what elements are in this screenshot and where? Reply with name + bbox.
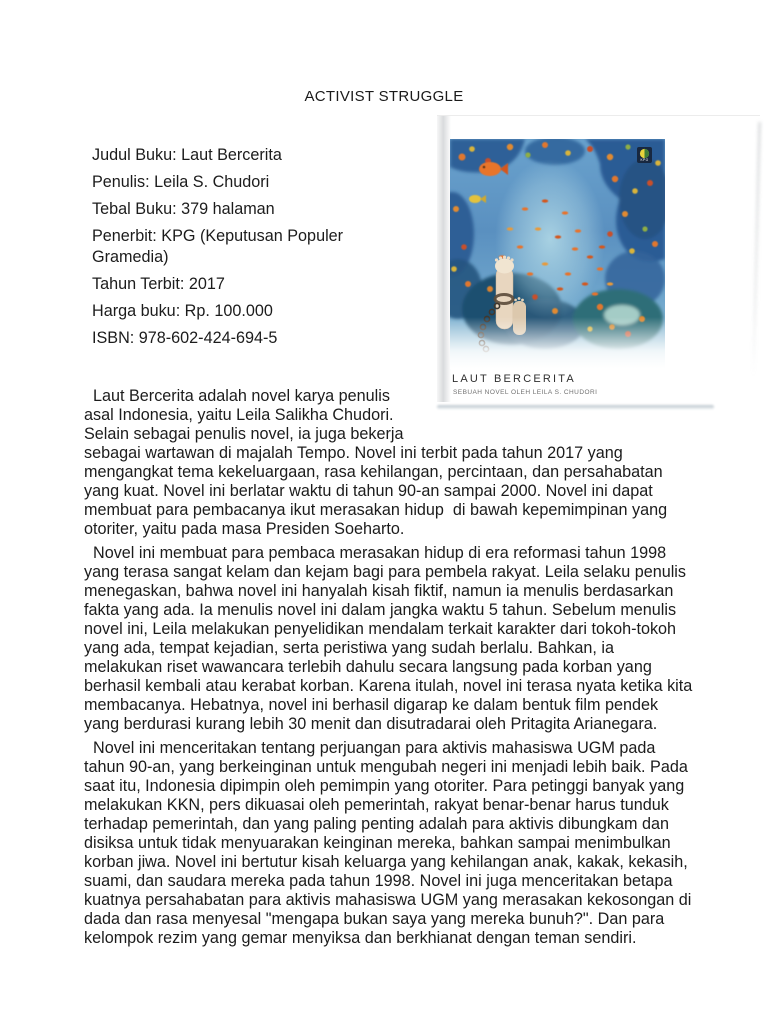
text-line: membacanya. Hebatnya, novel ini berhasil digarap ke dalam bentuk film pendek (84, 696, 659, 714)
book-info-item-tahun (92, 274, 392, 295)
text-line: mengangkat tema kekeluargaan, rasa kehilangan, percintaan, dan persahabatan (84, 463, 663, 481)
text-line: suami, dan saudara mereka pada tahun 1998. Novel ini juga menceritakan betapa (84, 872, 673, 890)
text-line: Selain sebagai penulis novel, ia juga bekerja (84, 425, 404, 443)
kpg-logo-text: KPG (640, 157, 649, 162)
page-title: ACTIVIST STRUGGLE (304, 88, 464, 105)
text-line: yang terasa sangat kelam dan kejam bagi para pembela rakyat. Leila selaku penulis (84, 563, 686, 581)
text-line: otoriter, yaitu pada masa Presiden Soeharto. (84, 520, 405, 538)
cover-right-shadow (752, 122, 761, 377)
text-line: Novel ini menceritakan tentang perjuangan para aktivis mahasiswa UGM pada (93, 739, 656, 757)
bottom-fade (450, 317, 665, 369)
cover-subtitle: SEBUAH NOVEL OLEH LEILA S. CHUDORI (453, 389, 598, 396)
text-line: sebagai wartawan di majalah Tempo. Novel ini terbit pada tahun 2017 yang (84, 444, 623, 462)
text-line: dada dan rasa menyesal "mengapa bukan saya yang mereka bunuh?". Dan para (84, 910, 665, 928)
book-info-item-tebal (92, 199, 392, 220)
kpg-logo-icon (637, 147, 652, 163)
text-line: ISBN: 978-602-424-694-5 (92, 329, 278, 347)
paragraph-3 (84, 739, 719, 948)
text-line: Harga buku: Rp. 100.000 (92, 302, 273, 320)
text-line: kuatnya persahabatan para aktivis mahasiswa UGM yang merasakan kekosongan di (84, 891, 692, 909)
cover-title: LAUT BERCERITA (452, 373, 576, 385)
cover-left-shade (437, 116, 451, 402)
cover-bottom-shadow (437, 405, 714, 409)
book-info-item-penerbit (92, 226, 392, 268)
text-line: yang kuat. Novel ini berlatar waktu di tahun 90-an sampai 2000. Novel ini dapat (84, 482, 653, 500)
text-line: Tebal Buku: 379 halaman (92, 200, 275, 218)
text-line: novel ini, Leila melakukan penyelidikan mendalam terkait karakter dari tokoh-tokoh (84, 620, 677, 638)
book-info-item-isbn (92, 328, 392, 349)
text-line: fakta yang ada. Ia menulis novel ini dalam jangka waktu 5 tahun. Sebelum menulis (84, 601, 677, 619)
book-cover-art (450, 139, 665, 369)
text-line: asal Indonesia, yaitu Leila Salikha Chudori. (84, 406, 394, 424)
text-line: melakukan KKN, pers dikuasai oleh pemerintah, rakyat benar-benar harus tunduk (84, 796, 669, 814)
book-info-item-harga (92, 301, 392, 322)
text-line: Novel ini membuat para pembaca merasakan hidup di era reformasi tahun 1998 (93, 544, 667, 562)
text-line: Penulis: Leila S. Chudori (92, 173, 270, 191)
text-line: disiksa untuk tidak menyuarakan keinginan mereka, bahkan sampai menimbulkan (84, 834, 671, 852)
paragraph-2 (84, 544, 719, 734)
book-cover-photo (437, 115, 760, 409)
text-line: yang ada, tempat kejadian, serta peristiwa yang sudah berlalu. Bahkan, ia (84, 639, 615, 657)
text-line: Gramedia) (92, 248, 169, 266)
text-line: korban jiwa. Novel ini bertutur kisah keluarga yang kehilangan anak, kakak, kekasih, (84, 853, 688, 871)
text-line: Laut Bercerita adalah novel karya penulis (93, 387, 390, 405)
text-line: melakukan riset wawancara terlebih dahulu secara langsung pada korban yang (84, 658, 652, 676)
text-line: Penerbit: KPG (Keputusan Populer (92, 227, 344, 245)
text-line: membuat para pembacanya ikut merasakan hidup di bawah kepemimpinan yang (84, 501, 668, 519)
book-info-item-judul (92, 145, 392, 166)
text-line: kelompok rezim yang gemar menyiksa dan berkhianat dengan teman sendiri. (84, 929, 637, 947)
text-line: Tahun Terbit: 2017 (92, 275, 225, 293)
text-line: yang berdurasi kurang lebih 30 menit dan disutradarai oleh Pritagita Arianegara. (84, 715, 658, 733)
text-line: berhasil kembali atau kerabat korban. Karena itulah, novel ini terasa nyata ketika kita (84, 677, 693, 695)
text-line: saat itu, Indonesia dipimpin oleh pemimpin yang otoriter. Para petinggi banyak yang (84, 777, 685, 795)
text-line: tahun 90-an, yang berkeinginan untuk mengubah negeri ini menjadi lebih baik. Pada (84, 758, 688, 776)
text-line: menegaskan, bahwa novel ini hanyalah kisah fiktif, namun ia menulis berdasarkan (84, 582, 674, 600)
text-line: terhadap pemerintah, dan yang paling penting adalah para aktivis dibungkam dan (84, 815, 669, 833)
book-info-item-penulis (92, 172, 392, 193)
text-line: Judul Buku: Laut Bercerita (92, 146, 282, 164)
book-cover-figure (426, 115, 762, 417)
book-info-list (92, 145, 392, 349)
